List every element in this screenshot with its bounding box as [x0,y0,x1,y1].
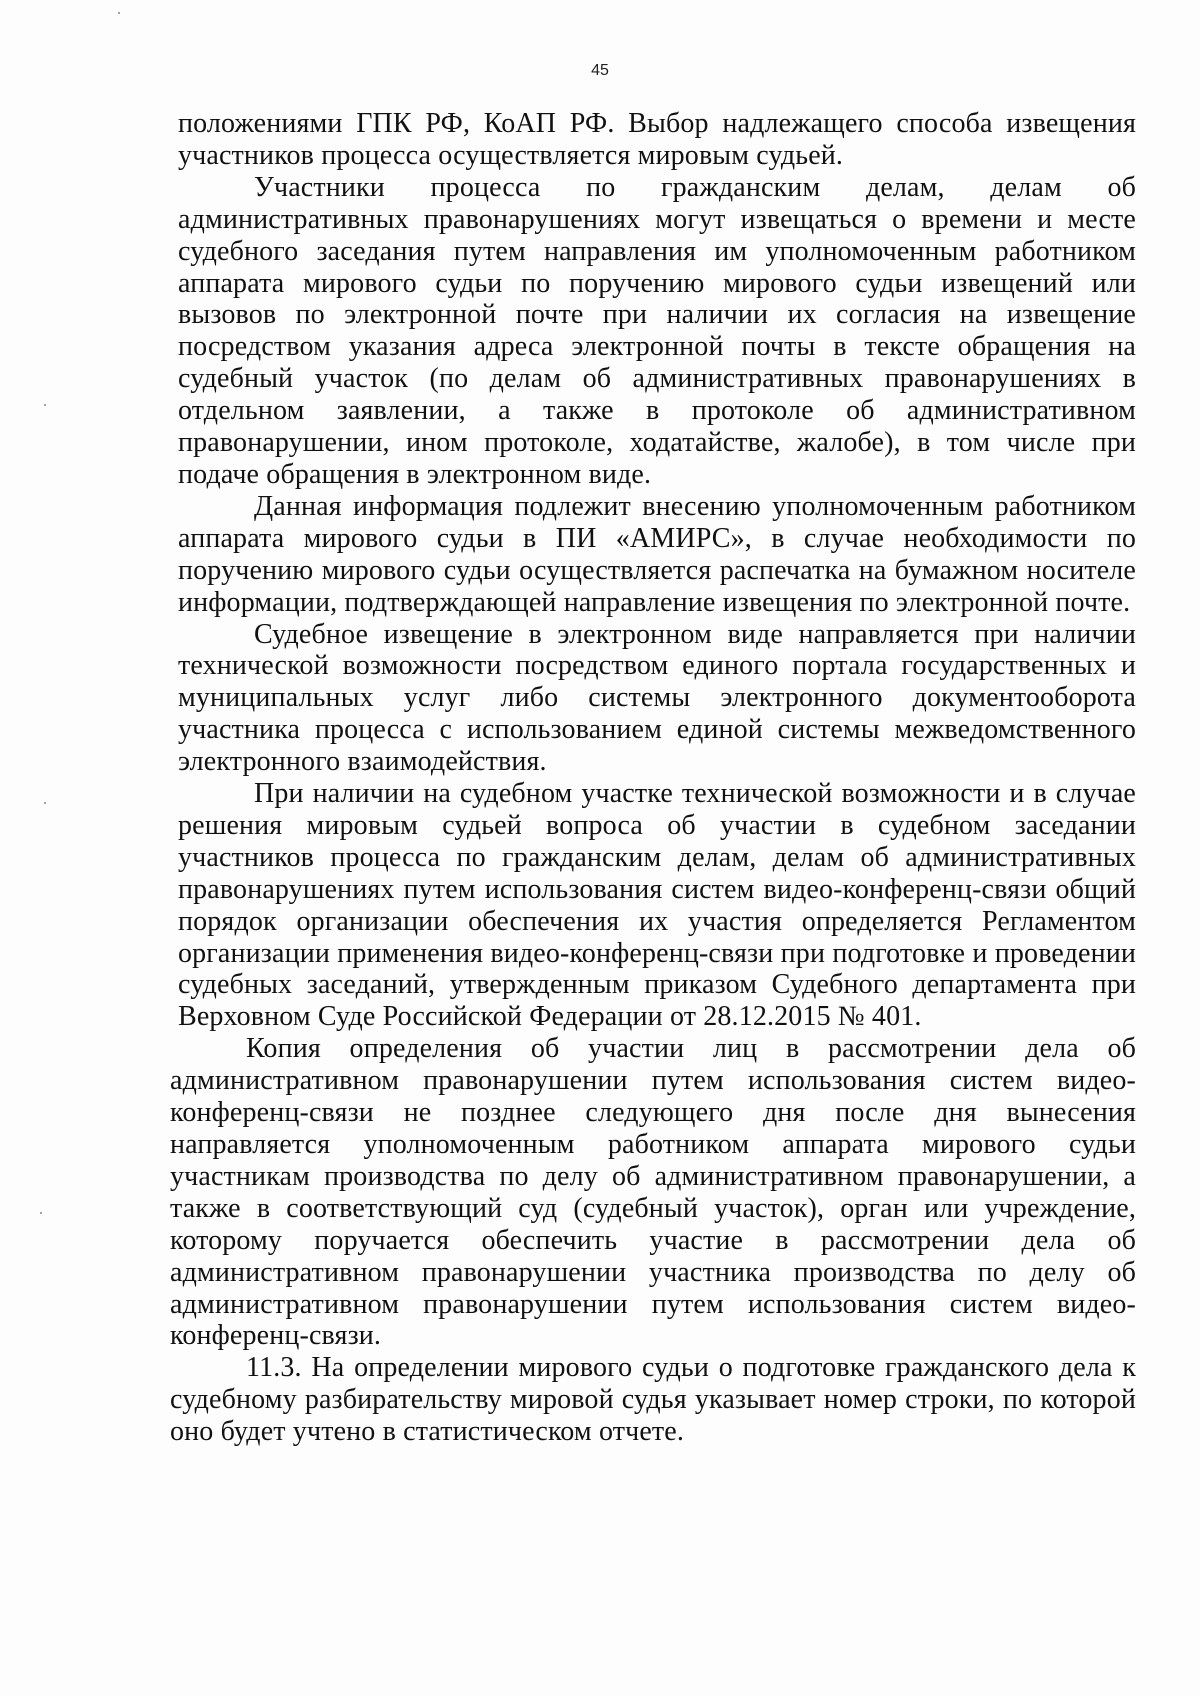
scan-speck [40,1212,42,1214]
paragraph-2: Участники процесса по гражданским делам, делам об административных правонарушениях могут извещаться о времени и месте судебного заседания путем направления им уполномоченным работником аппарата мирового судьи по поручению мирового судьи извещений или вызовов по электронной почте при наличии их согласия на извещение посредством указания адреса электронной почты в тексте обращения на судебный участок (по делам об административных правонарушениях в отдельном заявлении, а также в протоколе об административном правонарушении, ином протоколе, ходатайстве, жалобе), в том числе при подаче обращения в электронном виде. [178,171,1136,490]
paragraph-5: При наличии на судебном участке технической возможности и в случае решения мировым судьей вопроса об участии в судебном заседании участников процесса по гражданским делам, делам об административных правонарушениях путем использования систем видео-конференц-связи общий порядок организации обеспечения их участия определяется Регламентом организации применения видео-конференц-связи при подготовке и проведении судебных заседаний, утвержденным приказом Судебного департамента при Верховном Суде Российской Федерации от 28.12.2015 № 401. [178,778,1136,1033]
document-body [170,108,1136,1448]
scan-speck [44,802,46,804]
scan-speck [118,12,120,14]
paragraph-3: Данная информация подлежит внесению уполномоченным работником аппарата мирового судьи в ПИ «АМИРС», в случае необходимости по поручению мирового судьи осуществляется распечатка на бумажном носителе информации, подтверждающей направление извещения по электронной почте. [178,490,1136,618]
scan-speck [44,404,46,406]
paragraph-7: 11.3. На определении мирового судьи о подготовке гражданского дела к судебному разбирательству мировой судья указывает номер строки, по которой оно будет учтено в статистическом отчете. [170,1352,1136,1448]
paragraph-6: Копия определения об участии лиц в рассмотрении дела об административном правонарушении путем использования систем видео-конференц-связи не позднее следующего дня после дня вынесения направляется уполномоченным работником аппарата мирового судьи участникам производства по делу об административном правонарушении, а также в соответствующий суд (судебный участок), орган или учреждение, которому поручается обеспечить участие в рассмотрении дела об административном правонарушении участника производства по делу об административном правонарушении путем использования систем видео-конференц-связи. [170,1033,1136,1352]
page-number: 45 [591,62,609,79]
paragraph-1: положениями ГПК РФ, КоАП РФ. Выбор надлежащего способа извещения участников процесса осуществляется мировым судьей. [178,108,1136,171]
paragraph-4: Судебное извещение в электронном виде направляется при наличии технической возможности посредством единого портала государственных и муниципальных услуг либо системы электронного документооборота участника процесса с использованием единой системы межведомственного электронного взаимодействия. [178,618,1136,778]
